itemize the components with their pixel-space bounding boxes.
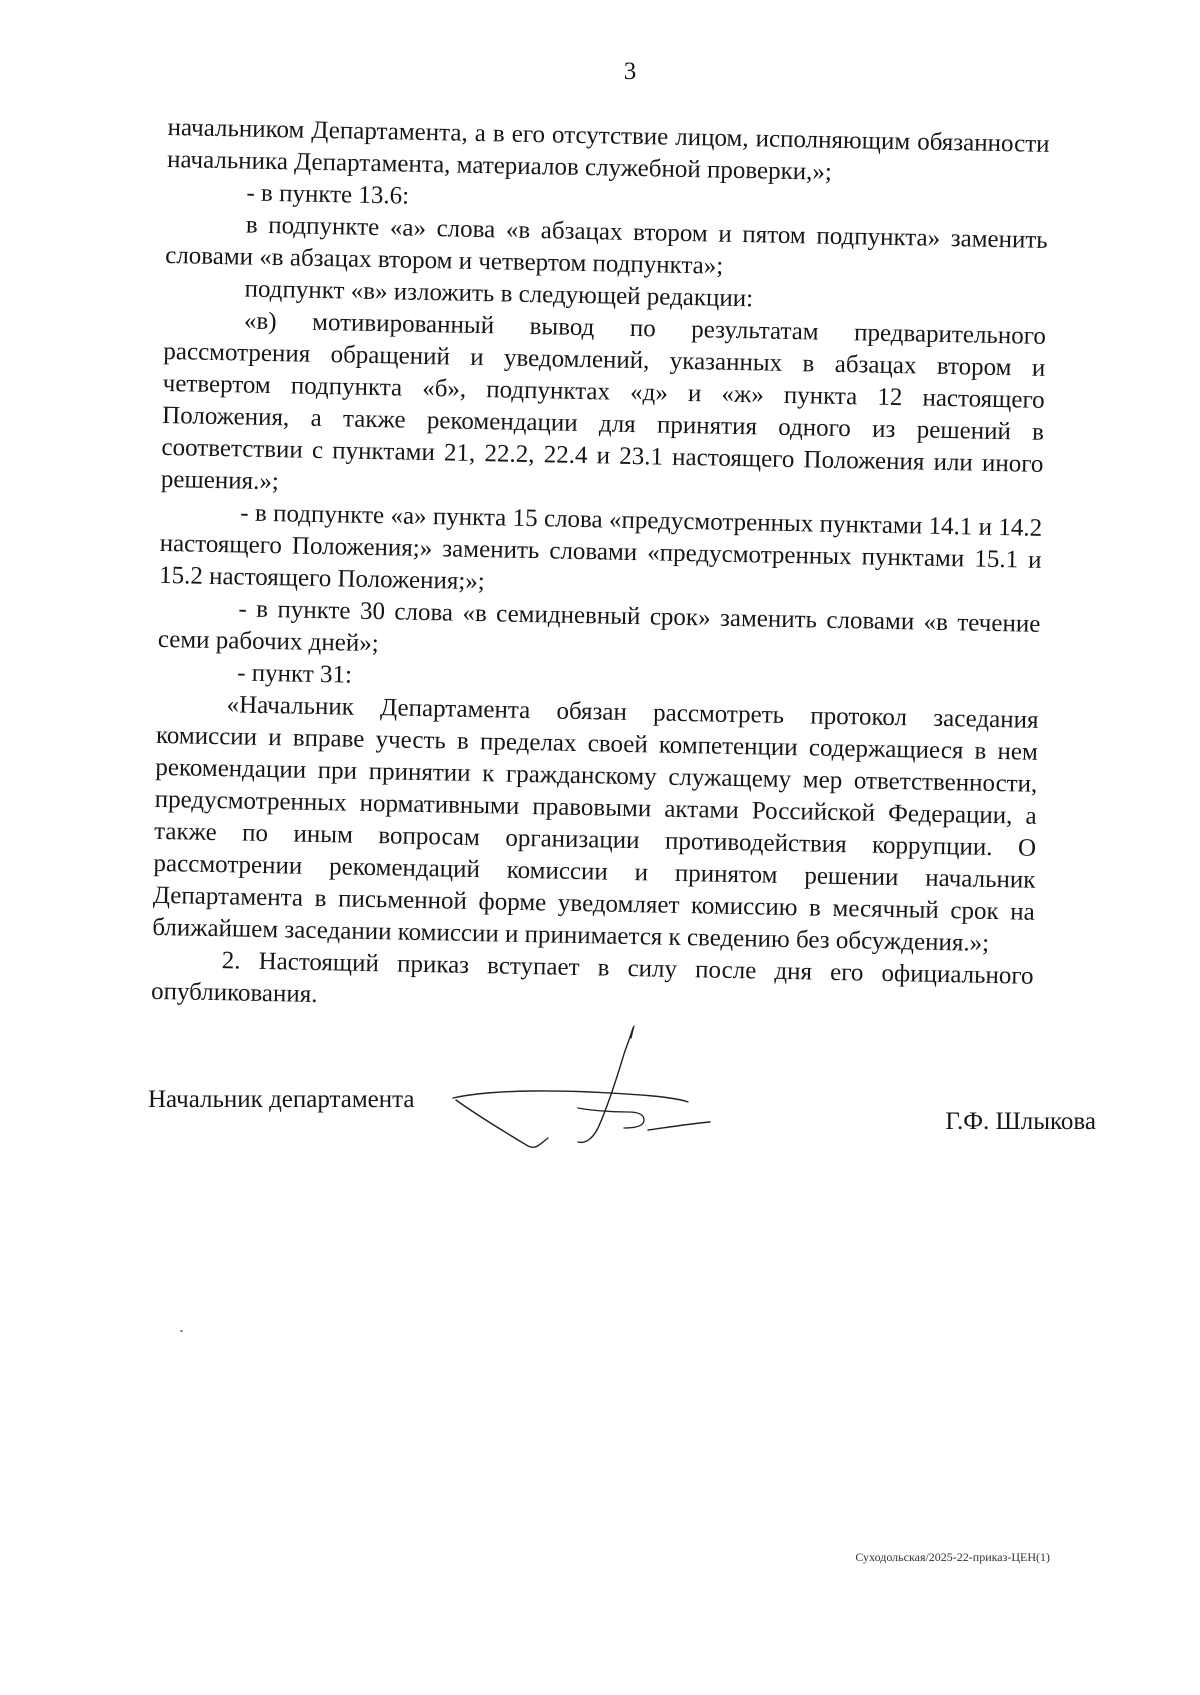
paragraph-item-13-6: - в пункте 13.6: (246, 179, 410, 210)
handwritten-signature (448, 1016, 748, 1166)
scan-speck (180, 1330, 183, 1332)
signature-block (148, 1068, 1096, 1158)
signatory-name: Г.Ф. Шлыкова (945, 1108, 1096, 1135)
signatory-position: Начальник департамента (148, 1086, 415, 1113)
paragraph-item-15: - в подпункте «а» пункта 15 слова «предусмотренных пунктами 14.1 и 14.2 настоящего Положения;» заменить словами «предусмотренных пунктами 15.1 и 15.2 настоящего Положения;»; (158, 499, 1043, 596)
paragraph-item-31-intro: - пункт 31: (236, 659, 353, 689)
document-body (151, 112, 1050, 1025)
paragraph-effective-date: 2. Настоящий приказ вступает в силу после дня его официального опубликования. (150, 947, 1034, 1009)
page-number: 3 (623, 58, 637, 85)
paragraph-subitem-v-intro: подпункт «в» изложить в следующей редакции: (244, 275, 754, 313)
paragraph-subitem-v-text: «в) мотивированный вывод по результатам предварительного рассмотрения обращений и уведомлений, указанных в абзацах втором и четвертом подпункта «б», подпунктах «д» и «ж» пункта 12 настоящего Положения, а также рекомендации для принятия одного из решений в соответствии с пунктами 21, 22.2, 22.4 и 23.1 настоящего Положения или иного решения.»; (160, 307, 1047, 496)
paragraph-item-31-text: «Начальник Департамента обязан рассмотреть протокол заседания комиссии и вправе учесть в пределах своей компетенции содержащиеся в нем рекомендации при принятии к гражданскому служащему мер ответственности, предусмотренных нормативными правовыми актами Российской Федерации, а также по иным вопросам организации противодействия коррупции. О рассмотрении рекомендаций комиссии и принятом решении начальник Департамента в письменной форме уведомляет комиссию в месячный срок на ближайшем заседании комиссии и принимается к сведению без обсуждения.»; (152, 691, 1039, 957)
paragraph-subitem-a: в подпункте «а» слова «в абзацах втором и пятом подпункта» заменить словами «в абзацах втором и четвертом подпункта»; (164, 211, 1048, 280)
document-registration-code: Суходольская/2025-22-приказ-ЦЕН(1) (855, 1550, 1050, 1564)
paragraph-item-30: - в пункте 30 слова «в семидневный срок» заменить словами «в течение семи рабочих дней»; (157, 595, 1041, 658)
paragraph-continuation: начальником Департамента, а в его отсутствие лицом, исполняющим обязанности начальника Департамента, материалов служебной проверки,»; (166, 113, 1050, 186)
